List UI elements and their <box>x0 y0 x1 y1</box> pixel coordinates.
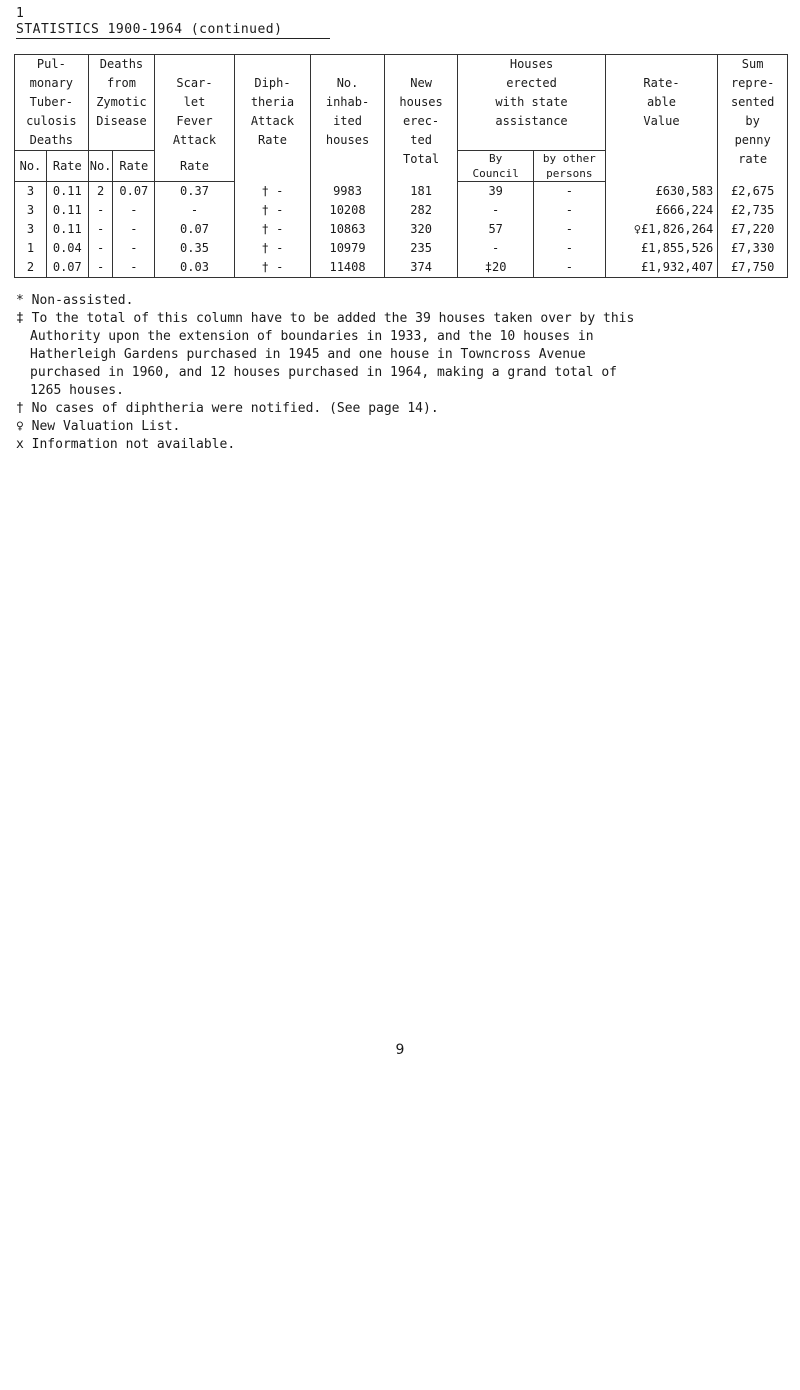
cell-new-total: 374 <box>384 258 458 278</box>
cell-pul-no: 3 <box>15 182 47 202</box>
cell-by-council: - <box>458 239 534 258</box>
cell-inhabited: 9983 <box>311 182 385 202</box>
cell-inhabited: 10863 <box>311 220 385 239</box>
cell-pul-rate: 0.07 <box>46 258 88 278</box>
cell-pul-rate: 0.04 <box>46 239 88 258</box>
footnote-total-line-1: ‡ To the total of this column have to be added the 39 houses taken over by this <box>16 311 635 326</box>
cell-pul-no: 1 <box>15 239 47 258</box>
subheader-by-council: By Council <box>458 151 534 182</box>
cell-penny: £7,330 <box>718 239 788 258</box>
cell-penny: £7,750 <box>718 258 788 278</box>
subheader-scarlet-rate: Rate <box>155 151 234 182</box>
footnote-diphtheria: † No cases of diphtheria were notified. (See page 14). <box>16 401 439 416</box>
header-state-assistance: Houses erected with state assistance <box>458 55 605 151</box>
cell-by-council: 39 <box>458 182 534 202</box>
cell-zym-no: - <box>88 258 113 278</box>
cell-scarlet: 0.03 <box>155 258 234 278</box>
cell-rateable: £630,583 <box>605 182 718 202</box>
page-number: 1 <box>16 6 24 21</box>
table-row <box>15 220 788 239</box>
cell-scarlet: - <box>155 201 234 220</box>
cell-by-other: - <box>533 220 605 239</box>
cell-rateable: £666,224 <box>605 201 718 220</box>
cell-penny: £7,220 <box>718 220 788 239</box>
cell-rateable: £1,855,526 <box>605 239 718 258</box>
header-new-houses: New houses erec- ted Total <box>384 55 458 182</box>
cell-pul-no: 3 <box>15 220 47 239</box>
cell-scarlet: 0.07 <box>155 220 234 239</box>
cell-by-other: - <box>533 239 605 258</box>
cell-zym-rate: - <box>113 220 155 239</box>
cell-zym-rate: - <box>113 201 155 220</box>
cell-pul-no: 2 <box>15 258 47 278</box>
cell-penny: £2,675 <box>718 182 788 202</box>
cell-diphtheria: † - <box>234 220 311 239</box>
cell-inhabited: 11408 <box>311 258 385 278</box>
cell-by-other: - <box>533 182 605 202</box>
cell-inhabited: 10208 <box>311 201 385 220</box>
cell-zym-rate: 0.07 <box>113 182 155 202</box>
cell-zym-rate: - <box>113 258 155 278</box>
cell-by-council: ‡20 <box>458 258 534 278</box>
header-rateable-value: Rate- able Value <box>605 55 718 182</box>
header-inhabited-houses: No. inhab- ited houses <box>311 55 385 182</box>
table-row <box>15 239 788 258</box>
cell-new-total: 320 <box>384 220 458 239</box>
cell-by-other: - <box>533 201 605 220</box>
subheader-pul-no: No. <box>15 151 47 182</box>
header-penny-rate: Sum repre- sented by penny rate <box>718 55 788 182</box>
cell-scarlet: 0.35 <box>155 239 234 258</box>
cell-rateable: ♀£1,826,264 <box>605 220 718 239</box>
cell-new-total: 282 <box>384 201 458 220</box>
cell-inhabited: 10979 <box>311 239 385 258</box>
cell-by-other: - <box>533 258 605 278</box>
cell-rateable: £1,932,407 <box>605 258 718 278</box>
cell-penny: £2,735 <box>718 201 788 220</box>
cell-diphtheria: † - <box>234 182 311 202</box>
subheader-zym-no: No. <box>88 151 113 182</box>
header-diphtheria: Diph- theria Attack Rate <box>234 55 311 182</box>
footnote-total-line-2: Authority upon the extension of boundaries in 1933, and the 10 houses in <box>30 329 594 344</box>
table-row <box>15 182 788 202</box>
cell-diphtheria: † - <box>234 258 311 278</box>
header-pulmonary-tuberculosis: Pul- monary Tuber- culosis Deaths <box>15 55 89 151</box>
cell-zym-rate: - <box>113 239 155 258</box>
footnote-not-available: x Information not available. <box>16 437 236 452</box>
page-heading: STATISTICS 1900-1964 (continued) <box>16 22 330 39</box>
subheader-zym-rate: Rate <box>113 151 155 182</box>
cell-pul-rate: 0.11 <box>46 201 88 220</box>
cell-zym-no: - <box>88 239 113 258</box>
statistics-table <box>14 54 788 278</box>
cell-new-total: 181 <box>384 182 458 202</box>
footnote-total-line-4: purchased in 1960, and 12 houses purchased in 1964, making a grand total of <box>30 365 617 380</box>
subheader-by-other-persons: by other persons <box>533 151 605 182</box>
table-row <box>15 258 788 278</box>
cell-pul-rate: 0.11 <box>46 182 88 202</box>
cell-zym-no: - <box>88 220 113 239</box>
header-scarlet-fever: Scar- let Fever Attack <box>155 55 234 151</box>
footnote-total-line-5: 1265 houses. <box>30 383 124 398</box>
footnote-valuation: ♀ New Valuation List. <box>16 419 181 434</box>
footer-page-number: 9 <box>395 1042 405 1058</box>
table-row <box>15 201 788 220</box>
footnotes <box>16 292 786 454</box>
cell-pul-no: 3 <box>15 201 47 220</box>
subheader-pul-rate: Rate <box>46 151 88 182</box>
cell-scarlet: 0.37 <box>155 182 234 202</box>
cell-diphtheria: † - <box>234 239 311 258</box>
cell-zym-no: 2 <box>88 182 113 202</box>
cell-by-council: 57 <box>458 220 534 239</box>
cell-by-council: - <box>458 201 534 220</box>
header-zymotic-disease: Deaths from Zymotic Disease <box>88 55 155 151</box>
cell-new-total: 235 <box>384 239 458 258</box>
footnote-total-line-3: Hatherleigh Gardens purchased in 1945 and one house in Towncross Avenue <box>30 347 586 362</box>
cell-zym-no: - <box>88 201 113 220</box>
cell-pul-rate: 0.11 <box>46 220 88 239</box>
footnote-non-assisted: * Non-assisted. <box>16 293 134 308</box>
cell-diphtheria: † - <box>234 201 311 220</box>
